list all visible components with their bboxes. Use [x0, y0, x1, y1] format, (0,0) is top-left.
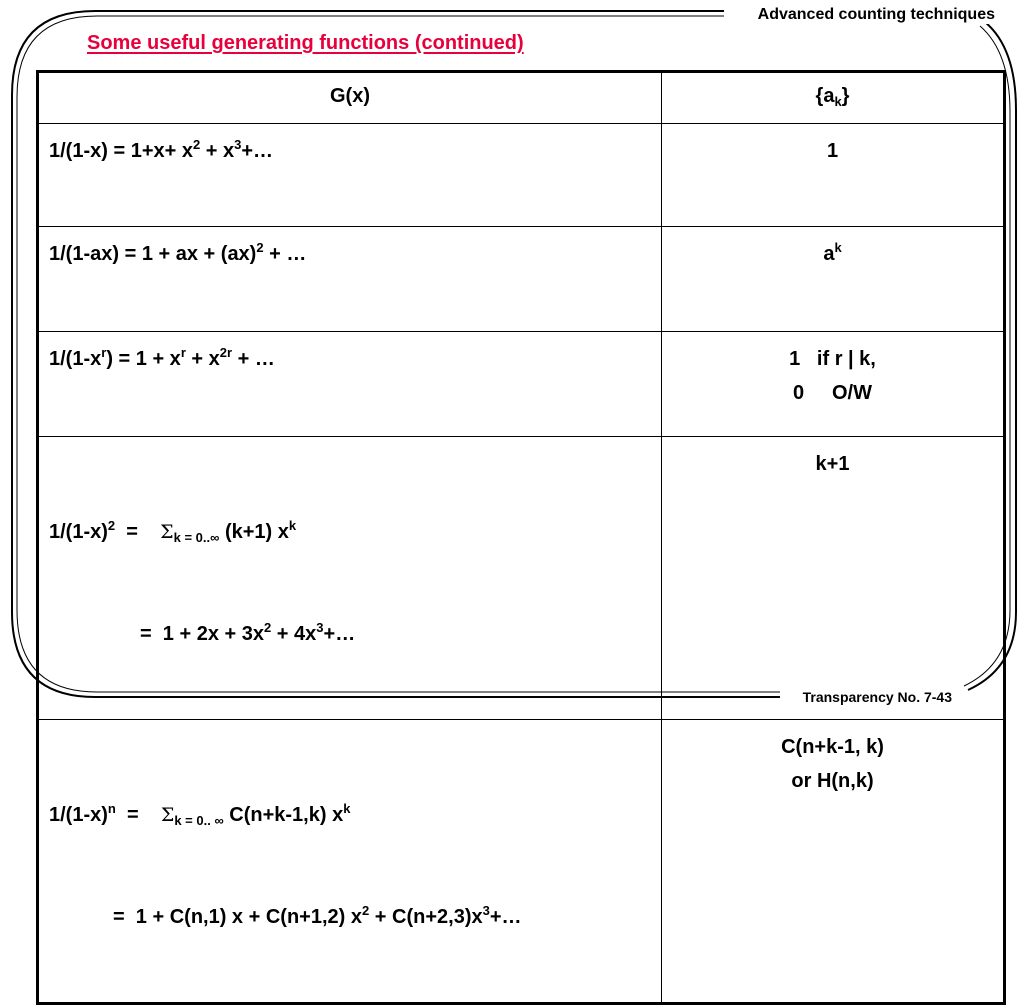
table-row [38, 437, 1005, 720]
transparency-number: Transparency No. 7-43 [800, 689, 955, 705]
sigma-symbol: Σ [160, 521, 174, 543]
slide-title: Some useful generating functions (continued) [87, 32, 524, 54]
table-row [38, 227, 1005, 332]
ak-cell: 1 if r | k, 0 O/W [662, 332, 1005, 437]
table-row [38, 332, 1005, 437]
ak-cell: 1 [662, 124, 1005, 227]
gf-cell: $1/(1-x) = 1+x+ x^2$ + $x^3+\dots$ [38, 124, 662, 227]
ak-cell: C(n+k-1, k) or H(n,k) [662, 720, 1005, 1004]
table-row [38, 720, 1005, 1004]
generating-functions-table [36, 70, 1006, 1005]
table-header-row [38, 72, 1005, 124]
sigma-symbol: Σ [160, 804, 175, 826]
gf-cell: $1/(1-x)^2$ = $\Sigma_{k = 0..\infty}$ (k+1) $x^k$ = $1 + 2x + 3x^2$ + $4x^3+\dots$ [38, 437, 662, 720]
ak-cell: k+1 [662, 437, 1005, 720]
gf-cell: 1/(1-ax) = 1 + ax + (ax)$^2$ + … [38, 227, 662, 332]
header-ak: $\{a_k\}$ [662, 72, 1005, 124]
gf-cell: $1/(1-x^r) = 1 + x^r + x^{2r}$ + … [38, 332, 662, 437]
ak-cell: $a^k$ [662, 227, 1005, 332]
table-row [38, 124, 1005, 227]
header-gx: G(x) [38, 72, 662, 124]
gf-cell: $1/(1-x)^n$ = $\Sigma_{k = 0.. \infty}$ C(n+k-1,k) $x^k$ = 1 + C(n,1) x + C(n+1,2) $x^2$ + $C(n+2,3)x^3+\dots$ [38, 720, 662, 1004]
course-title: Advanced counting techniques [757, 6, 995, 23]
